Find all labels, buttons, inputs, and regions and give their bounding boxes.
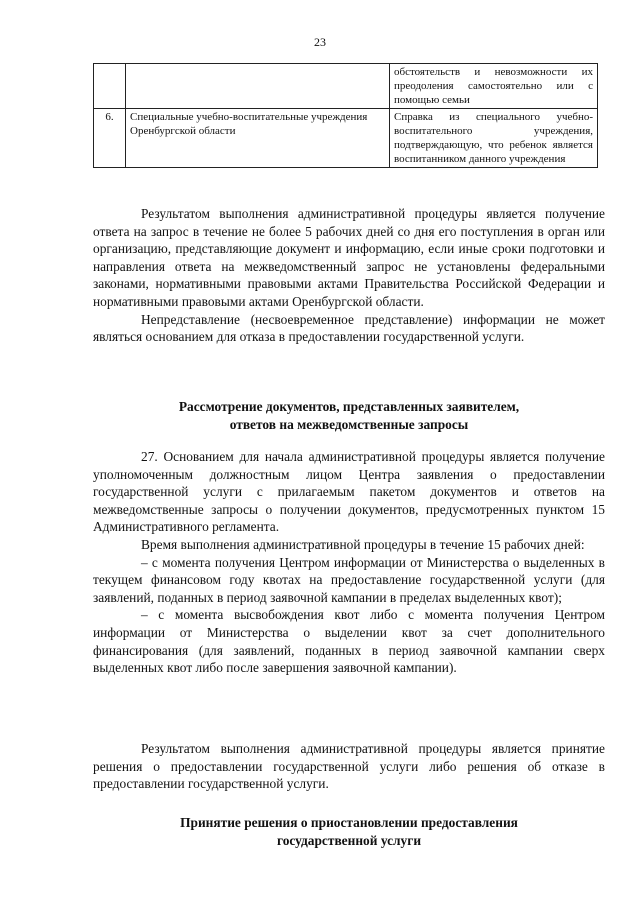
heading-line: государственной услуги [276,832,422,848]
table-cell-organization: Специальные учебно-воспитательные учреждения Оренбургской области [126,109,390,168]
paragraph: – с момента получения Центром информации от Министерства о выделенных в текущем финансовом году квотах на предоставление государственной услуги (для заявлений, поданных в период заявочной кампании в пределах выделенных квот); [93,554,605,605]
section-procedure [93,448,605,677]
heading-line: ответов на межведомственные запросы [229,416,469,432]
section-result-decision [93,740,605,793]
heading-line: Рассмотрение документов, представленных заявителем, [178,399,520,414]
documents-table [93,63,598,168]
section-result-requests [93,205,605,346]
table-cell-organization [126,64,390,109]
page-number: 23 [314,35,326,49]
heading-line: Принятие решения о приостановлении предоставления [180,815,518,830]
section-heading [93,814,605,849]
table-row [94,109,598,168]
table-cell-number [94,64,126,109]
paragraph: Непредставление (несвоевременное представление) информации не может являться основанием для отказа в предоставлении государственной услуги. [93,311,605,345]
table-cell-document: обстоятельств и невозможности их преодоления самостоятельно или с помощью семьи [390,64,598,109]
table-cell-document: Справка из специального учебно-воспитательного учреждения, подтверждающую, что ребенок является воспитанником данного учреждения [390,109,598,168]
paragraph: – с момента высвобождения квот либо с момента получения Центром информации от Министерства о выделении квот за счет дополнительного финансирования (для заявлений, поданных в период заявочной кампании сверх выделенных квот либо после завершения заявочной кампании). [93,607,605,676]
paragraph: Результатом выполнения административной процедуры является принятие решения о предоставлении государственной услуги либо решения об отказе в предоставлении государственной услуги. [93,741,605,792]
section-heading [93,398,605,433]
paragraph: Результатом выполнения административной процедуры является получение ответа на запрос в течение не более 5 рабочих дней со дня его поступления в орган или организацию, представляющие документ и информацию, если иные сроки подготовки и направления ответа на межведомственный запрос не установлены федеральными законами, нормативными правовыми актами Правительства Российской Федерации и нормативными правовыми актами Оренбургской области. [93,206,605,309]
paragraph: Время выполнения административной процедуры в течение 15 рабочих дней: [141,536,585,552]
table-row [94,64,598,109]
table-cell-number: 6. [94,109,126,168]
paragraph: 27. Основанием для начала административной процедуры является получение уполномоченным должностным лицом Центра заявления о предоставлении государственной услуги с прилагаемым пакетом документов и ответов на межведомственные запросы о получении документов, предусмотренных пунктом 15 Административного регламента. [93,449,605,535]
